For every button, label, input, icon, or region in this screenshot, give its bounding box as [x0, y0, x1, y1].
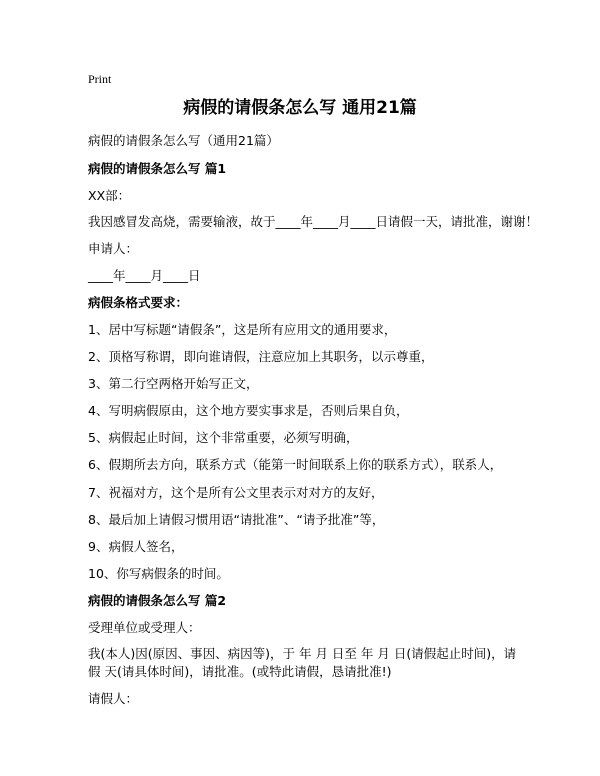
print-label: Print	[88, 72, 112, 86]
section1-salutation: XX部：	[88, 188, 131, 203]
section1-date-line: ____年____月____日	[88, 268, 201, 283]
format-item: 1、居中写标题“请假条”，这是所有应用文的通用要求，	[88, 322, 397, 337]
section1-heading: 病假的请假条怎么写 篇1	[88, 161, 227, 176]
section2-heading: 病假的请假条怎么写 篇2	[88, 593, 227, 608]
format-item: 8、最后加上请假习惯用语“请批准”、“请予批准”等，	[88, 512, 385, 527]
format-item: 3、第二行空两格开始写正文，	[88, 376, 259, 391]
page-title: 病假的请假条怎么写 通用21篇	[183, 98, 417, 118]
section2-applicant: 请假人：	[88, 691, 139, 706]
format-item: 2、顶格写称谓，即向谁请假，注意应加上其职务，以示尊重，	[88, 349, 434, 364]
document-subtitle: 病假的请假条怎么写（通用21篇）	[88, 133, 279, 148]
format-heading: 病假条格式要求：	[88, 295, 189, 310]
section1-body: 我因感冒发高烧，需要输液，故于____年____月____日请假一天，请批准，谢谢！	[88, 214, 539, 229]
format-item: 5、病假起止时间，这个非常重要，必须写明确，	[88, 430, 359, 445]
section2-recipient: 受理单位或受理人：	[88, 620, 201, 635]
section2-body: 我(本人)因(原因、事因、病因等)，于 年 月 日至 年 月 日(请假起止时间)，请假 天(请具体时间)，请批准。(或特此请假，恳请批准!)	[88, 646, 517, 679]
format-item: 10、你写病假条的时间。	[88, 566, 229, 581]
format-item: 6、假期所去方向，联系方式（能第一时间联系上你的联系方式），联系人，	[88, 457, 503, 472]
format-item: 9、病假人签名，	[88, 539, 184, 554]
format-item: 4、写明病假原由，这个地方要实事求是，否则后果自负，	[88, 403, 409, 418]
section1-applicant: 申请人：	[88, 241, 139, 256]
format-item: 7、祝福对方，这个是所有公文里表示对对方的友好，	[88, 485, 384, 500]
